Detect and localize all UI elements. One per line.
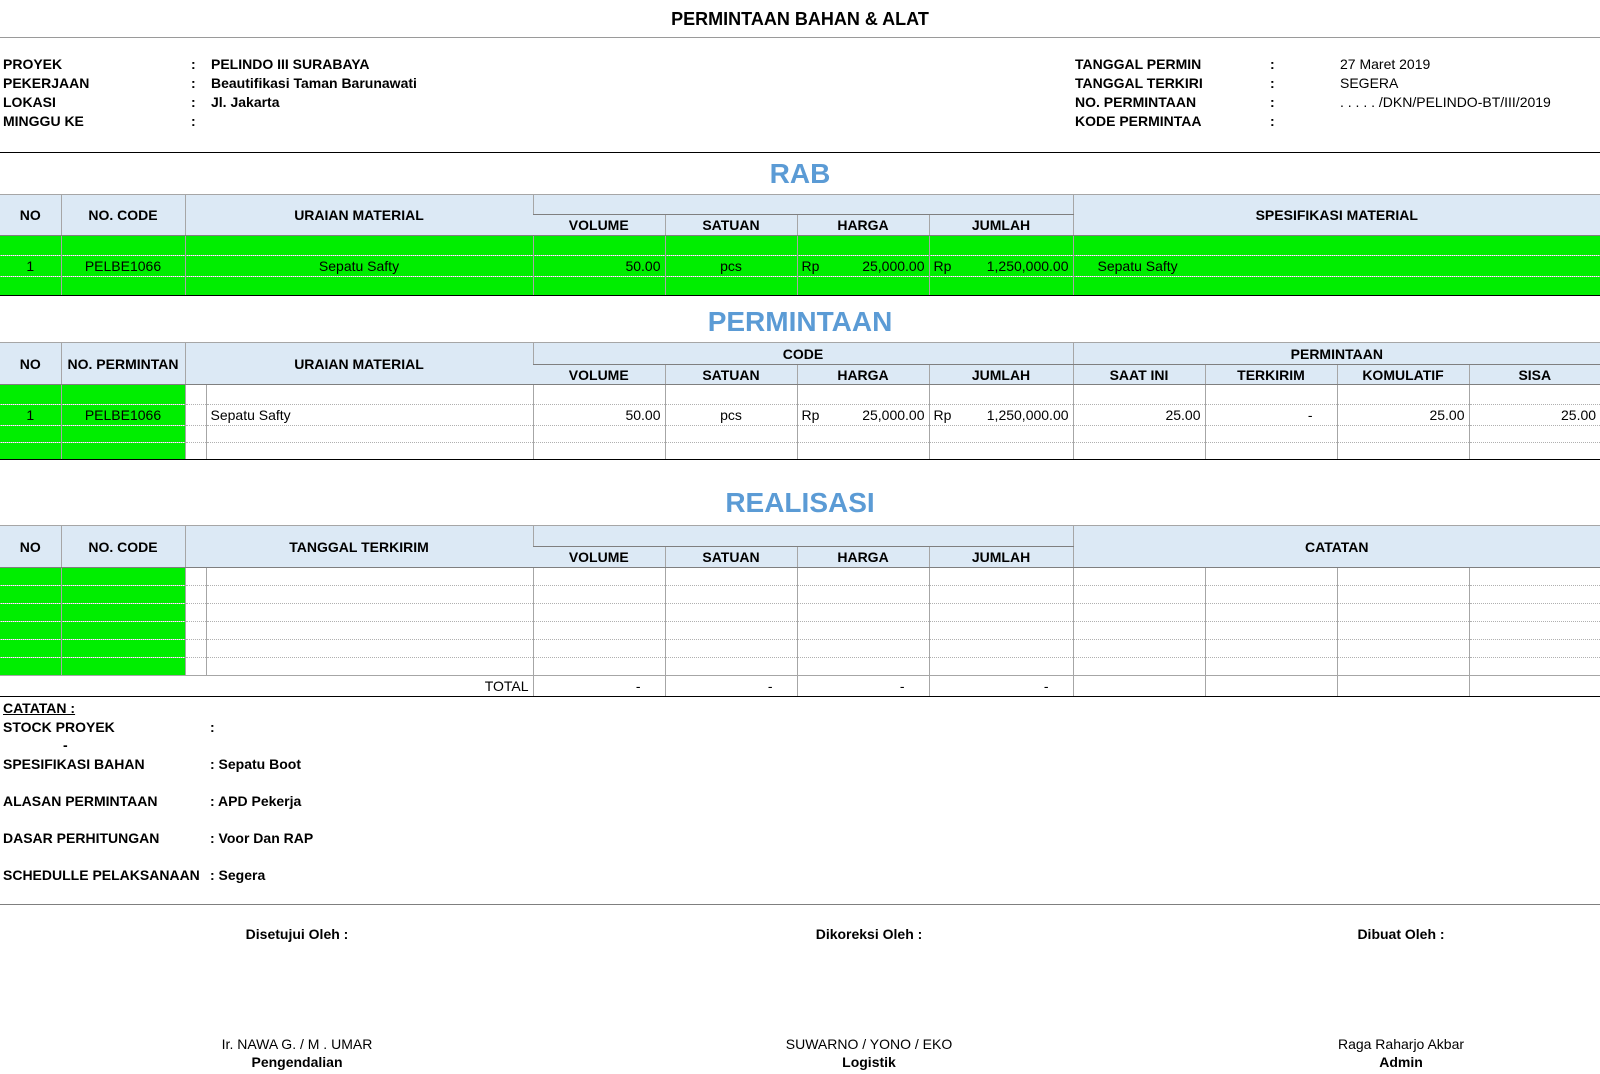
cell-satuan: pcs bbox=[665, 256, 797, 277]
cell-jumlah: Rp 1,250,000.00 bbox=[929, 256, 1073, 277]
note-stock-dash: - bbox=[63, 737, 68, 753]
col-header-jumlah: JUMLAH bbox=[929, 365, 1073, 385]
col-header-volume: VOLUME bbox=[533, 215, 665, 236]
table-row bbox=[0, 640, 1600, 658]
signature-label: Dikoreksi Oleh : bbox=[815, 926, 923, 942]
col-header-uraian: URAIAN MATERIAL bbox=[185, 343, 533, 385]
note-dasar: DASAR PERHITUNGAN : Voor Dan RAP bbox=[3, 830, 314, 846]
project-info-left bbox=[3, 55, 417, 131]
info-row-pekerjaan: PEKERJAAN : Beautifikasi Taman Barunawati bbox=[3, 75, 417, 91]
section-title-rab: RAB bbox=[769, 158, 831, 189]
note-alasan: ALASAN PERMINTAAN : APD Pekerja bbox=[3, 793, 302, 809]
col-header-group bbox=[533, 195, 1073, 215]
total-row bbox=[0, 676, 1600, 697]
table-row bbox=[0, 658, 1600, 676]
note-spesifikasi: SPESIFIKASI BAHAN : Sepatu Boot bbox=[3, 756, 301, 772]
info-row-tanggal-terkirim: TANGGAL TERKIRI : SEGERA bbox=[1075, 75, 1399, 91]
cell-sisa: 25.00 bbox=[1469, 405, 1600, 426]
col-header-no: NO bbox=[0, 343, 61, 385]
cell-satuan: pcs bbox=[665, 405, 797, 426]
col-header-permintaan-group: PERMINTAAN bbox=[1073, 343, 1600, 365]
signature-name: Ir. NAWA G. / M . UMAR bbox=[221, 1036, 373, 1052]
col-header-uraian: URAIAN MATERIAL bbox=[185, 195, 533, 236]
signature-corrected bbox=[709, 926, 1029, 1070]
project-info-right bbox=[1075, 55, 1551, 131]
signature-name: Raga Raharjo Akbar bbox=[1337, 1036, 1465, 1052]
cell-harga: Rp 25,000.00 bbox=[797, 405, 929, 426]
cell-no: 1 bbox=[0, 405, 61, 426]
table-row bbox=[0, 277, 1600, 296]
col-header-harga: HARGA bbox=[797, 365, 929, 385]
cell-code: PELBE1066 bbox=[61, 405, 185, 426]
col-header-no: NO bbox=[0, 195, 61, 236]
cell-komulatif: 25.00 bbox=[1337, 405, 1469, 426]
total-jumlah: - bbox=[929, 676, 1073, 697]
col-header-group bbox=[533, 526, 1073, 547]
col-header-jumlah: JUMLAH bbox=[929, 215, 1073, 236]
info-row-tanggal-permintaan: TANGGAL PERMIN : 27 Maret 2019 bbox=[1075, 56, 1431, 72]
col-header-sisa: SISA bbox=[1469, 365, 1600, 385]
cell-jumlah: Rp 1,250,000.00 bbox=[929, 405, 1073, 426]
col-header-catatan: CATATAN bbox=[1073, 526, 1600, 568]
col-header-no: NO bbox=[0, 526, 61, 568]
table-row bbox=[0, 385, 1600, 405]
rab-table bbox=[0, 194, 1600, 296]
col-header-volume: VOLUME bbox=[533, 547, 665, 568]
signature-role: Pengendalian bbox=[251, 1054, 343, 1070]
col-header-code: NO. CODE bbox=[61, 195, 185, 236]
col-header-jumlah: JUMLAH bbox=[929, 547, 1073, 568]
col-header-code: NO. CODE bbox=[61, 526, 185, 568]
cell-code: PELBE1066 bbox=[61, 256, 185, 277]
section-title-permintaan: PERMINTAAN bbox=[707, 306, 893, 337]
table-row bbox=[0, 426, 1600, 443]
col-header-spesifikasi: SPESIFIKASI MATERIAL bbox=[1073, 195, 1600, 236]
info-row-proyek: PROYEK : PELINDO III SURABAYA bbox=[3, 56, 370, 72]
col-header-code-group: CODE bbox=[533, 343, 1073, 365]
document-title: PERMINTAAN BAHAN & ALAT bbox=[0, 0, 1600, 38]
table-row bbox=[0, 405, 1600, 426]
total-label: TOTAL bbox=[0, 676, 533, 697]
col-header-no-permintaan: NO. PERMINTAN bbox=[61, 343, 185, 385]
total-harga: - bbox=[797, 676, 929, 697]
cell-saat-ini: 25.00 bbox=[1073, 405, 1205, 426]
section-title-realisasi: REALISASI bbox=[725, 487, 875, 518]
signature-created bbox=[1241, 926, 1561, 1070]
signature-role: Logistik bbox=[842, 1054, 896, 1070]
col-header-volume: VOLUME bbox=[533, 365, 665, 385]
col-header-saat-ini: SAAT INI bbox=[1073, 365, 1205, 385]
col-header-harga: HARGA bbox=[797, 215, 929, 236]
col-header-komulatif: KOMULATIF bbox=[1337, 365, 1469, 385]
cell-volume: 50.00 bbox=[533, 256, 665, 277]
col-header-satuan: SATUAN bbox=[665, 365, 797, 385]
col-header-tanggal-terkirim: TANGGAL TERKIRIM bbox=[185, 526, 533, 568]
signature-role: Admin bbox=[1379, 1054, 1423, 1070]
cell-spesifikasi: Sepatu Safty bbox=[1073, 256, 1600, 277]
notes-heading: CATATAN : bbox=[3, 700, 76, 716]
col-header-satuan: SATUAN bbox=[665, 215, 797, 236]
permintaan-table bbox=[0, 342, 1600, 460]
col-header-terkirim: TERKIRIM bbox=[1205, 365, 1337, 385]
cell-uraian: Sepatu Safty bbox=[185, 256, 533, 277]
table-row bbox=[0, 622, 1600, 640]
info-row-lokasi: LOKASI : Jl. Jakarta bbox=[3, 94, 280, 110]
info-row-no-permintaan: NO. PERMINTAAN : . . . . . /DKN/PELINDO-BT/III/2019 bbox=[1075, 94, 1551, 110]
col-header-harga: HARGA bbox=[797, 547, 929, 568]
table-row bbox=[0, 256, 1600, 277]
signature-approved bbox=[137, 926, 457, 1070]
signature-label: Disetujui Oleh : bbox=[245, 926, 349, 942]
realisasi-table bbox=[0, 525, 1600, 697]
note-schedule: SCHEDULLE PELAKSANAAN : Segera bbox=[3, 867, 266, 883]
cell-volume: 50.00 bbox=[533, 405, 665, 426]
signature-label: Dibuat Oleh : bbox=[1357, 926, 1445, 942]
info-row-kode-permintaan: KODE PERMINTAA : bbox=[1075, 113, 1275, 129]
signature-name: SUWARNO / YONO / EKO bbox=[785, 1036, 953, 1052]
note-stock: STOCK PROYEK : bbox=[3, 719, 215, 735]
table-row bbox=[0, 443, 1600, 460]
divider bbox=[0, 152, 1600, 153]
col-header-satuan: SATUAN bbox=[665, 547, 797, 568]
cell-uraian: Sepatu Safty bbox=[206, 405, 533, 426]
table-row bbox=[0, 586, 1600, 604]
divider bbox=[0, 904, 1600, 905]
table-row bbox=[0, 568, 1600, 586]
cell-no: 1 bbox=[0, 256, 61, 277]
cell-terkirim: - bbox=[1205, 405, 1337, 426]
info-row-minggu: MINGGU KE : bbox=[3, 113, 196, 129]
total-satuan: - bbox=[665, 676, 797, 697]
cell-harga: Rp 25,000.00 bbox=[797, 256, 929, 277]
table-row bbox=[0, 236, 1600, 256]
total-volume: - bbox=[533, 676, 665, 697]
table-row bbox=[0, 604, 1600, 622]
